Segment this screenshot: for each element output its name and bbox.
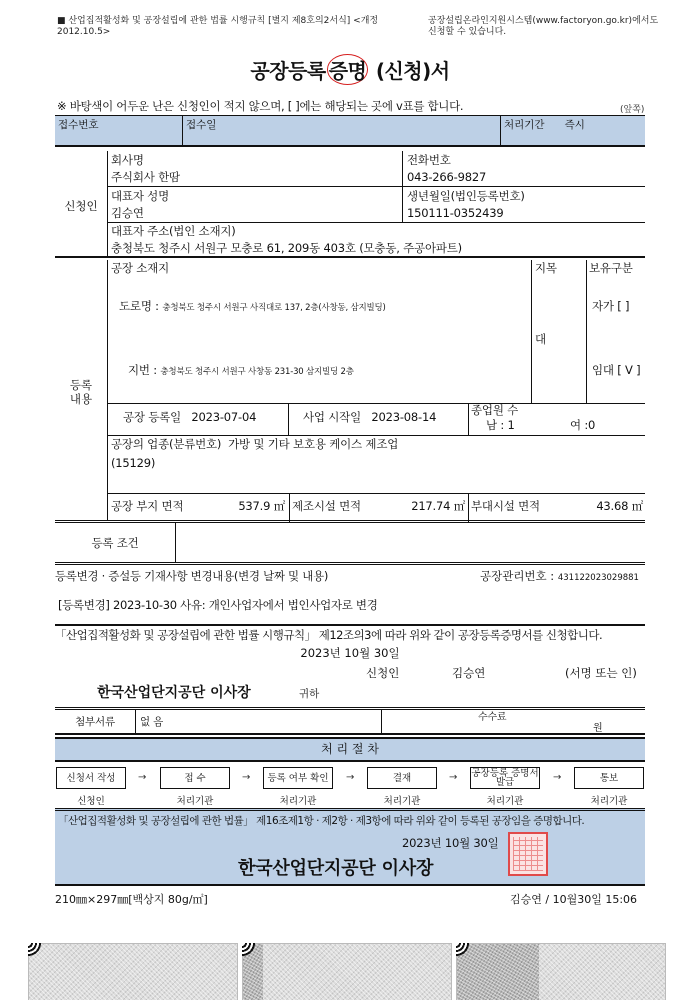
certificate-band xyxy=(55,808,645,886)
page-side: (앞쪽) xyxy=(620,105,645,115)
reg-date xyxy=(120,409,259,426)
applicant-section-label: 신청인 xyxy=(64,199,98,213)
receipt-date-cell xyxy=(183,116,501,145)
phone-label: 전화번호 xyxy=(407,153,451,167)
mfg-area-value: 217.74 ㎡ xyxy=(411,499,465,513)
registration-section xyxy=(55,260,645,523)
fee-label: 수수료 xyxy=(478,712,507,723)
birth-value: 150111-0352439 xyxy=(407,206,504,220)
arrow-icon: → xyxy=(242,772,251,783)
certificate-issuer: 한국산업단지공단 이사장 xyxy=(238,858,434,879)
conditions-label: 등록 조건 xyxy=(91,536,139,550)
applicant-sign-label: 신청인 xyxy=(366,666,400,680)
company-value: 주식회사 한땀 xyxy=(111,170,180,184)
road-value: 충청북도 청주시 서원구 사직대로 137, 2층(사창동, 삼지빌딩) xyxy=(162,303,386,313)
procedure-title: 처 리 절 차 xyxy=(55,737,645,762)
applicant-sign-name: 김승연 xyxy=(452,666,486,680)
procedure-step-1: 신청서 작성 xyxy=(56,767,126,789)
mfg-area-label: 제조시설 면적 xyxy=(292,499,361,513)
procedure-step-5: 공장등록 증명서발급 xyxy=(471,768,539,788)
reg-date-value: 2023-07-04 xyxy=(191,410,257,424)
location-label: 공장 소재지 xyxy=(111,261,169,275)
page-title xyxy=(0,54,700,85)
procedure-actor-6: 처리기관 xyxy=(590,796,628,807)
industry-code: (15129) xyxy=(111,456,156,470)
security-pattern-3 xyxy=(456,943,666,1000)
certificate-date: 2023년 10월 30일 xyxy=(402,836,499,850)
rep-value: 김승연 xyxy=(111,206,144,220)
receipt-number-cell xyxy=(55,116,183,145)
road-label: 도로명 : xyxy=(119,299,159,313)
certificate-text: 「산업집적활성화 및 공장설립에 관한 법률」 제16조제1항 · 제2항 · 제3항에 따라 위와 같이 등록된 공장임을 증명합니다. xyxy=(58,815,585,827)
aux-area-value: 43.68 ㎡ xyxy=(596,499,643,513)
management-number-label: 공장관리번호 : xyxy=(480,569,555,583)
attachments-label: 첨부서류 xyxy=(75,716,115,728)
receipt-number-label: 접수번호 xyxy=(58,119,99,131)
processing-period-value: 즉시 xyxy=(564,119,585,131)
start-date-value: 2023-08-14 xyxy=(371,410,437,424)
processing-period-label: 처리기간 xyxy=(504,119,545,131)
procedure-step-6: 통보 xyxy=(574,767,644,789)
lot-address xyxy=(125,362,357,381)
declaration-text: 「산업집적활성화 및 공장설립에 관한 법률 시행규칙」 제12조의3에 따라 위와 같이 공장등록증명서를 신청합니다. xyxy=(55,628,603,642)
site-area-value: 537.9 ㎡ xyxy=(238,499,285,513)
own-option[interactable]: 자가 [ ] xyxy=(592,299,630,313)
applicant-grid xyxy=(107,151,645,256)
lot-label: 지번 : xyxy=(128,363,157,377)
industry-value: 가방 및 기타 보호용 케이스 제조업 xyxy=(228,437,399,451)
phone-value: 043-266-9827 xyxy=(407,170,487,184)
birth-label: 생년월일(법인등록번호) xyxy=(407,189,525,203)
recipient: 한국산업단지공단 이사장 xyxy=(97,685,251,701)
receipt-date-label: 접수일 xyxy=(186,119,217,131)
management-number xyxy=(480,568,639,584)
procedure-step-2: 접 수 xyxy=(160,767,230,789)
arrow-icon: → xyxy=(449,772,458,783)
procedure-actor-1: 신청인 xyxy=(77,796,105,807)
management-number-value: 431122023029881 xyxy=(557,573,639,583)
company-label: 회사명 xyxy=(111,153,144,167)
title-circled: 증명 xyxy=(327,54,369,85)
industry-label: 공장의 업종(분류번호) xyxy=(111,437,222,451)
applicant-section xyxy=(55,151,645,258)
registration-label-1: 등록 xyxy=(69,378,93,392)
land-label: 지목 xyxy=(535,261,557,275)
security-pattern-1 xyxy=(28,943,238,1000)
procedure-actor-3: 처리기관 xyxy=(279,796,317,807)
processing-period-cell xyxy=(501,116,645,145)
attachments-row xyxy=(55,707,645,735)
procedure-actor-2: 처리기관 xyxy=(176,796,214,807)
address-value: 충청북도 청주시 서원구 모충로 61, 209동 403호 (모충동, 주공아파트) xyxy=(111,241,462,255)
rep-label: 대표자 성명 xyxy=(111,189,169,203)
start-date xyxy=(300,409,439,426)
site-area-label: 공장 부지 면적 xyxy=(111,499,184,513)
registration-section-label xyxy=(55,378,107,406)
fee-unit: 원 xyxy=(593,723,603,734)
procedure-actor-5: 처리기관 xyxy=(486,796,524,807)
title-suffix: (신청)서 xyxy=(375,59,450,83)
change-entry: [등록변경] 2023-10-30 사유: 개인사업자에서 법인사업자로 변경 xyxy=(58,598,378,612)
attachments-value: 없 음 xyxy=(140,716,164,728)
registration-grid xyxy=(107,260,645,520)
legal-basis: ■ 산업집적활성화 및 공장설립에 관한 법률 시행규칙 [별지 제8호의2서식] <개정 2012.10.5> xyxy=(57,16,379,37)
employees-female: 여 :0 xyxy=(570,418,596,432)
start-date-label: 사업 시작일 xyxy=(303,410,361,424)
declaration-date: 2023년 10월 30일 xyxy=(300,646,400,660)
arrow-icon: → xyxy=(138,772,147,783)
registration-label-2: 내용 xyxy=(69,392,93,406)
land-value: 대 xyxy=(535,332,546,346)
reg-date-label: 공장 등록일 xyxy=(123,410,181,424)
arrow-icon: → xyxy=(553,772,562,783)
receipt-band xyxy=(55,115,645,147)
lot-value: 충청북도 청주시 서원구 사창동 231-30 삼지빌딩 2층 xyxy=(160,367,354,377)
honorific: 귀하 xyxy=(299,688,320,700)
employees-label: 종업원 수 xyxy=(471,403,519,417)
procedure-step-4: 결재 xyxy=(367,767,437,789)
address-label: 대표자 주소(법인 소재지) xyxy=(111,224,236,238)
paper-spec: 210㎜×297㎜[백상지 80g/㎡] xyxy=(55,893,208,906)
employees-male: 남 : 1 xyxy=(486,418,515,432)
title-prefix: 공장등록 xyxy=(250,59,326,83)
online-notice: 공장설립온라인지원시스템(www.factoryon.go.kr)에서도 신청할 수 있습니다. xyxy=(428,16,659,37)
official-seal-icon xyxy=(508,832,548,876)
conditions-row xyxy=(55,523,645,565)
arrow-icon: → xyxy=(346,772,355,783)
procedure-step-3: 등록 여부 확인 xyxy=(263,767,333,789)
instruction-note: ※ 바탕색이 어두운 난은 신청인이 적지 않으며, [ ]에는 해당되는 곳에 v표를 합니다. xyxy=(57,99,464,113)
security-pattern-2 xyxy=(242,943,452,1000)
issued-by: 김승연 / 10월30일 15:06 xyxy=(510,893,638,906)
changes-label: 등록변경 · 증설등 기재사항 변경내용(변경 날짜 및 내용) xyxy=(55,569,329,583)
lease-option[interactable]: 임대 [ V ] xyxy=(592,363,641,377)
sign-label: (서명 또는 인) xyxy=(565,666,637,680)
industry xyxy=(108,436,401,453)
swirl-icon xyxy=(28,943,44,959)
ownership-label: 보유구분 xyxy=(589,261,633,275)
road-address xyxy=(116,298,389,317)
procedure-actor-4: 처리기관 xyxy=(383,796,421,807)
aux-area-label: 부대시설 면적 xyxy=(471,499,540,513)
